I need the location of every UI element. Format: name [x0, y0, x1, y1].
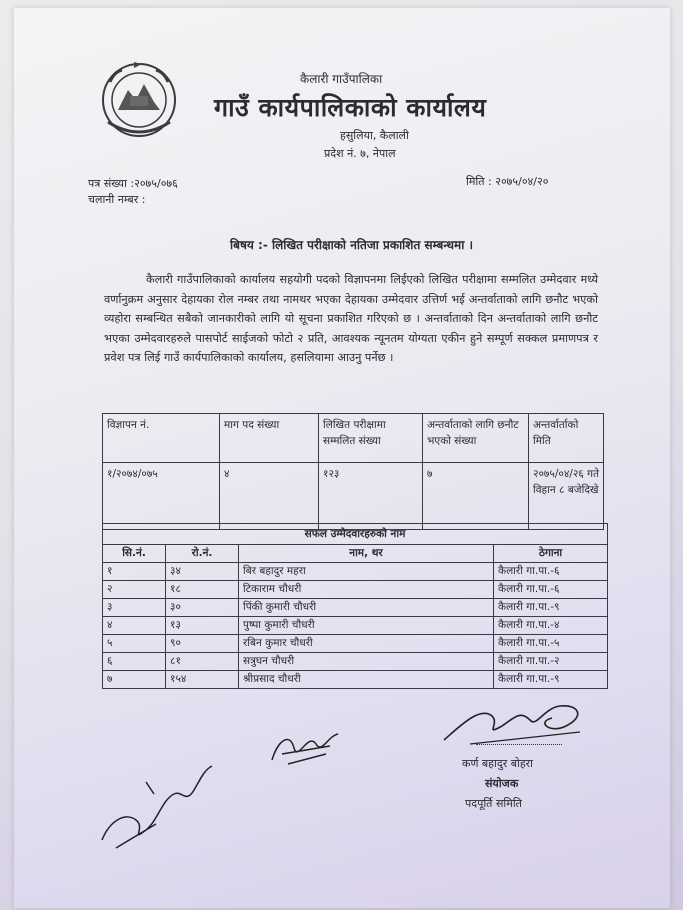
name-cell: श्रीप्रसाद चौधरी: [239, 671, 494, 689]
coordinator-signature: [440, 696, 590, 750]
summary-header-cell: अन्तर्वाताको लागि छनौट भएको संख्या: [423, 414, 529, 463]
serial-cell: १: [103, 563, 166, 581]
roll-cell: १८: [166, 581, 239, 599]
roll-cell: ९०: [166, 635, 239, 653]
notice-body: कैलारी गाउँपालिकाको कार्यालय सहयोगी पदको विज्ञापनमा लिईएको लिखित परीक्षामा सम्मलित उम्मेदवार मध्ये वर्णानुक्रम अनुसार देहायका रोल नम्बर तथा नामथर भएका देहायका उम्मेदवार उत्तिर्ण भई अन्तर्वाताको लागि छनौट भएको व्यहोरा सम्बन्धित सबैको जानकारीको लागि यो सूचना प्रकाशित गरिएको छ । अन्तर्वाताको दिन अन्तर्वाताको लागि छनौट भएका उम्मेदवारहरुले पासपोर्ट साईजको फोटो २ प्रति, आवश्यक न्यूनतम योग्यता एकीन हुने सम्पूर्ण सक्कल प्रमाणपत्र र प्रवेश पत्र लिई गाउँ कार्यपालिकाको कार्यालय, हसलियामा आउनु पर्नेछ ।: [104, 273, 598, 364]
results-header-row: [103, 545, 608, 563]
results-header-cell: नाम, थर: [239, 545, 494, 563]
name-cell: पुष्पा कुमारी चौधरी: [239, 617, 494, 635]
summary-header-cell: विज्ञापन नं.: [103, 414, 220, 463]
roll-cell: १५४: [166, 671, 239, 689]
table-row: [103, 653, 608, 671]
summary-header-cell: अन्तर्वार्ताको मिति: [529, 414, 604, 463]
successful-candidates-table: [102, 523, 608, 689]
member-signature-2: [96, 760, 216, 852]
address-cell: कैलारी गा.पा.-६: [494, 581, 608, 599]
roll-cell: ३०: [166, 599, 239, 617]
org-name: कैलारी गाउँपालिका: [300, 72, 383, 86]
signatory-name: कर्ण बहादुर बोहरा: [462, 757, 534, 770]
summary-header-cell: माग पद संख्या: [220, 414, 319, 463]
municipality-seal-icon: [96, 52, 182, 144]
table-row: [103, 617, 608, 635]
table-row: [103, 581, 608, 599]
signatory-title: संयोजक: [485, 777, 519, 790]
summary-cell: १२३: [319, 463, 423, 530]
address-line-2: प्रदेश नं. ७, नेपाल: [324, 147, 396, 160]
serial-cell: ३: [103, 599, 166, 617]
chalani-number: चलानी नम्बर :: [88, 193, 146, 206]
roll-cell: ८१: [166, 653, 239, 671]
name-cell: टिकाराम चौधरी: [239, 581, 494, 599]
member-signature: [268, 726, 344, 770]
table-row: [103, 599, 608, 617]
address-cell: कैलारी गा.पा.-९: [494, 599, 608, 617]
results-title-row: [103, 524, 608, 545]
subject-line: बिषय :- लिखित परीक्षाको नतिजा प्रकाशित सम्बन्धमा ।: [230, 238, 474, 252]
results-title: सफल उम्मेदवारहरुको नाम: [103, 524, 608, 545]
name-cell: रबिन कुमार चौधरी: [239, 635, 494, 653]
address-line-1: हसुलिया, कैलाली: [340, 129, 409, 142]
serial-cell: ६: [103, 653, 166, 671]
results-header-cell: सि.नं.: [103, 545, 166, 563]
roll-cell: ३४: [166, 563, 239, 581]
serial-cell: २: [103, 581, 166, 599]
summary-cell: २०७५/०४/२६ गते विहान ८ बजेदिखे: [529, 463, 604, 530]
address-cell: कैलारी गा.पा.-५: [494, 635, 608, 653]
address-cell: कैलारी गा.पा.-२: [494, 653, 608, 671]
serial-cell: ७: [103, 671, 166, 689]
vacancy-summary-table: [102, 413, 604, 530]
table-row: [103, 671, 608, 689]
name-cell: पिंकी कुमारी चौधरी: [239, 599, 494, 617]
serial-cell: ५: [103, 635, 166, 653]
office-name: गाउँ कार्यपालिकाको कार्यालय: [214, 93, 487, 122]
summary-cell: १/२०७४/०७५: [103, 463, 220, 530]
summary-header-row: [103, 414, 604, 463]
address-cell: कैलारी गा.पा.-९: [494, 671, 608, 689]
summary-cell: ४: [220, 463, 319, 530]
summary-cell: ७: [423, 463, 529, 530]
table-row: [103, 635, 608, 653]
letter-number: पत्र संख्या :२०७५/०७६: [88, 177, 178, 190]
address-cell: कैलारी गा.पा.-४: [494, 617, 608, 635]
summary-header-cell: लिखित परीक्षामा सम्मलित संख्या: [319, 414, 423, 463]
serial-cell: ४: [103, 617, 166, 635]
roll-cell: १३: [166, 617, 239, 635]
address-cell: कैलारी गा.पा.-६: [494, 563, 608, 581]
results-header-cell: ठेगाना: [494, 545, 608, 563]
name-cell: बिर बहादुर महरा: [239, 563, 494, 581]
name-cell: सत्रुघन चौधरी: [239, 653, 494, 671]
results-header-cell: रो.नं.: [166, 545, 239, 563]
table-row: [103, 563, 608, 581]
summary-data-row: [103, 463, 604, 530]
letter-date: मिति : २०७५/०४/२०: [466, 175, 549, 188]
signatory-committee: पदपूर्ति समिति: [465, 797, 522, 810]
signature-line: [476, 744, 562, 745]
